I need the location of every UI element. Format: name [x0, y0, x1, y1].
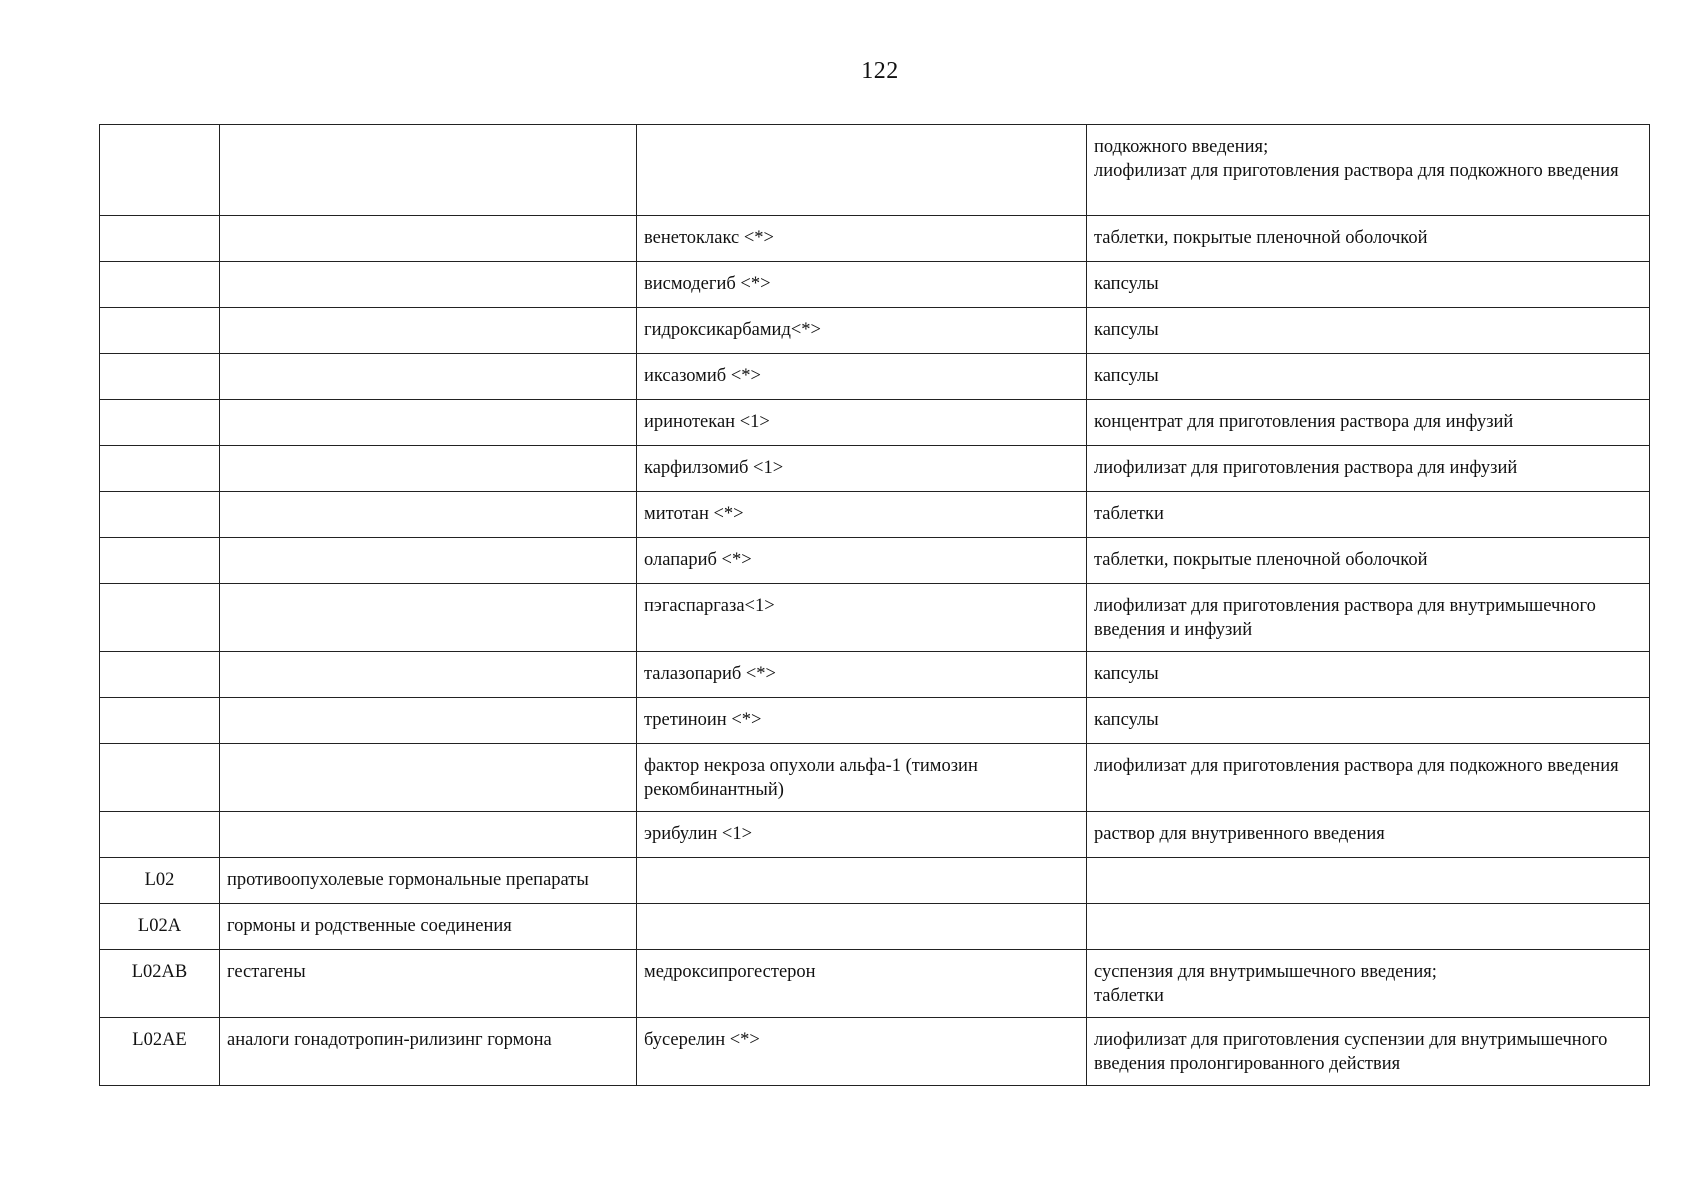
table-row — [100, 1018, 1650, 1086]
dosage-form-line: лиофилизат для приготовления раствора для внутримышечного введения и инфузий — [1094, 596, 1596, 640]
dosage-form-line: капсулы — [1094, 320, 1159, 340]
dosage-form-line: подкожного введения; — [1094, 137, 1269, 157]
atc-code-cell — [100, 812, 220, 858]
dosage-form-line: лиофилизат для приготовления раствора для инфузий — [1094, 458, 1518, 478]
drug-name-cell: олапариб <*> — [637, 538, 1087, 584]
group-name-cell — [220, 492, 637, 538]
dosage-form-cell — [1087, 584, 1650, 652]
table-row — [100, 446, 1650, 492]
atc-code-cell: L02AB — [100, 950, 220, 1018]
dosage-form-cell — [1087, 1018, 1650, 1086]
dosage-form-cell — [1087, 446, 1650, 492]
group-name-cell — [220, 125, 637, 216]
drug-name-cell: медроксипрогестерон — [637, 950, 1087, 1018]
group-name-cell — [220, 652, 637, 698]
dosage-form-cell — [1087, 354, 1650, 400]
drug-list-table — [99, 124, 1650, 1086]
group-name-cell — [220, 400, 637, 446]
table-row — [100, 125, 1650, 216]
table-row — [100, 308, 1650, 354]
table-row — [100, 492, 1650, 538]
drug-name-cell: венетоклакс <*> — [637, 216, 1087, 262]
dosage-form-cell — [1087, 698, 1650, 744]
drug-name-cell: пэгаспаргаза<1> — [637, 584, 1087, 652]
drug-name-cell — [637, 858, 1087, 904]
table-row — [100, 812, 1650, 858]
atc-code-cell — [100, 125, 220, 216]
table-row — [100, 652, 1650, 698]
drug-name-cell: висмодегиб <*> — [637, 262, 1087, 308]
group-name-cell — [220, 216, 637, 262]
atc-code-cell — [100, 308, 220, 354]
drug-name-cell: иринотекан <1> — [637, 400, 1087, 446]
atc-code-cell — [100, 216, 220, 262]
group-name-cell — [220, 308, 637, 354]
dosage-form-cell — [1087, 904, 1650, 950]
dosage-form-cell — [1087, 652, 1650, 698]
table-row — [100, 538, 1650, 584]
atc-code-cell: L02 — [100, 858, 220, 904]
table-row — [100, 950, 1650, 1018]
table-row — [100, 858, 1650, 904]
group-name-cell — [220, 446, 637, 492]
table-row — [100, 904, 1650, 950]
atc-code-cell — [100, 400, 220, 446]
dosage-form-line: лиофилизат для приготовления раствора для подкожного введения — [1094, 161, 1619, 181]
atc-code-cell — [100, 584, 220, 652]
dosage-form-cell — [1087, 262, 1650, 308]
group-name-cell — [220, 744, 637, 812]
table-row — [100, 354, 1650, 400]
group-name-cell: аналоги гонадотропин-рилизинг гормона — [220, 1018, 637, 1086]
atc-code-cell — [100, 652, 220, 698]
atc-code-cell — [100, 698, 220, 744]
atc-code-cell — [100, 354, 220, 400]
dosage-form-line: суспензия для внутримышечного введения; — [1094, 962, 1437, 982]
drug-name-cell — [637, 125, 1087, 216]
drug-name-cell: митотан <*> — [637, 492, 1087, 538]
page-number: 122 — [861, 58, 899, 84]
group-name-cell — [220, 354, 637, 400]
table-row — [100, 744, 1650, 812]
dosage-form-line: лиофилизат для приготовления раствора для подкожного введения — [1094, 756, 1619, 776]
dosage-form-cell — [1087, 950, 1650, 1018]
drug-name-cell: талазопариб <*> — [637, 652, 1087, 698]
drug-name-cell: эрибулин <1> — [637, 812, 1087, 858]
dosage-form-line: таблетки, покрытые пленочной оболочкой — [1094, 228, 1428, 248]
dosage-form-cell — [1087, 216, 1650, 262]
dosage-form-line: капсулы — [1094, 366, 1159, 386]
dosage-form-line: капсулы — [1094, 710, 1159, 730]
atc-code-cell — [100, 492, 220, 538]
group-name-cell — [220, 262, 637, 308]
dosage-form-line: таблетки — [1094, 504, 1164, 524]
group-name-cell: гормоны и родственные соединения — [220, 904, 637, 950]
dosage-form-line: концентрат для приготовления раствора для инфузий — [1094, 412, 1514, 432]
dosage-form-line: раствор для внутривенного введения — [1094, 824, 1385, 844]
table-row — [100, 216, 1650, 262]
drug-name-cell — [637, 904, 1087, 950]
group-name-cell — [220, 538, 637, 584]
group-name-cell — [220, 812, 637, 858]
dosage-form-line: лиофилизат для приготовления суспензии для внутримышечного введения пролонгированного действия — [1094, 1030, 1608, 1074]
dosage-form-line: таблетки — [1094, 986, 1164, 1006]
group-name-cell — [220, 584, 637, 652]
atc-code-cell — [100, 744, 220, 812]
dosage-form-cell — [1087, 400, 1650, 446]
atc-code-cell — [100, 262, 220, 308]
dosage-form-line: таблетки, покрытые пленочной оболочкой — [1094, 550, 1428, 570]
group-name-cell — [220, 698, 637, 744]
drug-name-cell: бусерелин <*> — [637, 1018, 1087, 1086]
dosage-form-cell — [1087, 538, 1650, 584]
dosage-form-cell — [1087, 858, 1650, 904]
dosage-form-cell — [1087, 308, 1650, 354]
table-row — [100, 400, 1650, 446]
group-name-cell: противоопухолевые гормональные препараты — [220, 858, 637, 904]
dosage-form-cell — [1087, 492, 1650, 538]
table-row — [100, 698, 1650, 744]
dosage-form-cell — [1087, 812, 1650, 858]
table-row — [100, 262, 1650, 308]
dosage-form-cell — [1087, 744, 1650, 812]
drug-name-cell: иксазомиб <*> — [637, 354, 1087, 400]
drug-name-cell: третиноин <*> — [637, 698, 1087, 744]
group-name-cell: гестагены — [220, 950, 637, 1018]
drug-name-cell: гидроксикарбамид<*> — [637, 308, 1087, 354]
atc-code-cell — [100, 446, 220, 492]
dosage-form-line: капсулы — [1094, 664, 1159, 684]
drug-name-cell: фактор некроза опухоли альфа-1 (тимозин рекомбинантный) — [637, 744, 1087, 812]
atc-code-cell — [100, 538, 220, 584]
dosage-form-cell — [1087, 125, 1650, 216]
table-row — [100, 584, 1650, 652]
dosage-form-line: капсулы — [1094, 274, 1159, 294]
drug-name-cell: карфилзомиб <1> — [637, 446, 1087, 492]
atc-code-cell: L02AE — [100, 1018, 220, 1086]
atc-code-cell: L02A — [100, 904, 220, 950]
